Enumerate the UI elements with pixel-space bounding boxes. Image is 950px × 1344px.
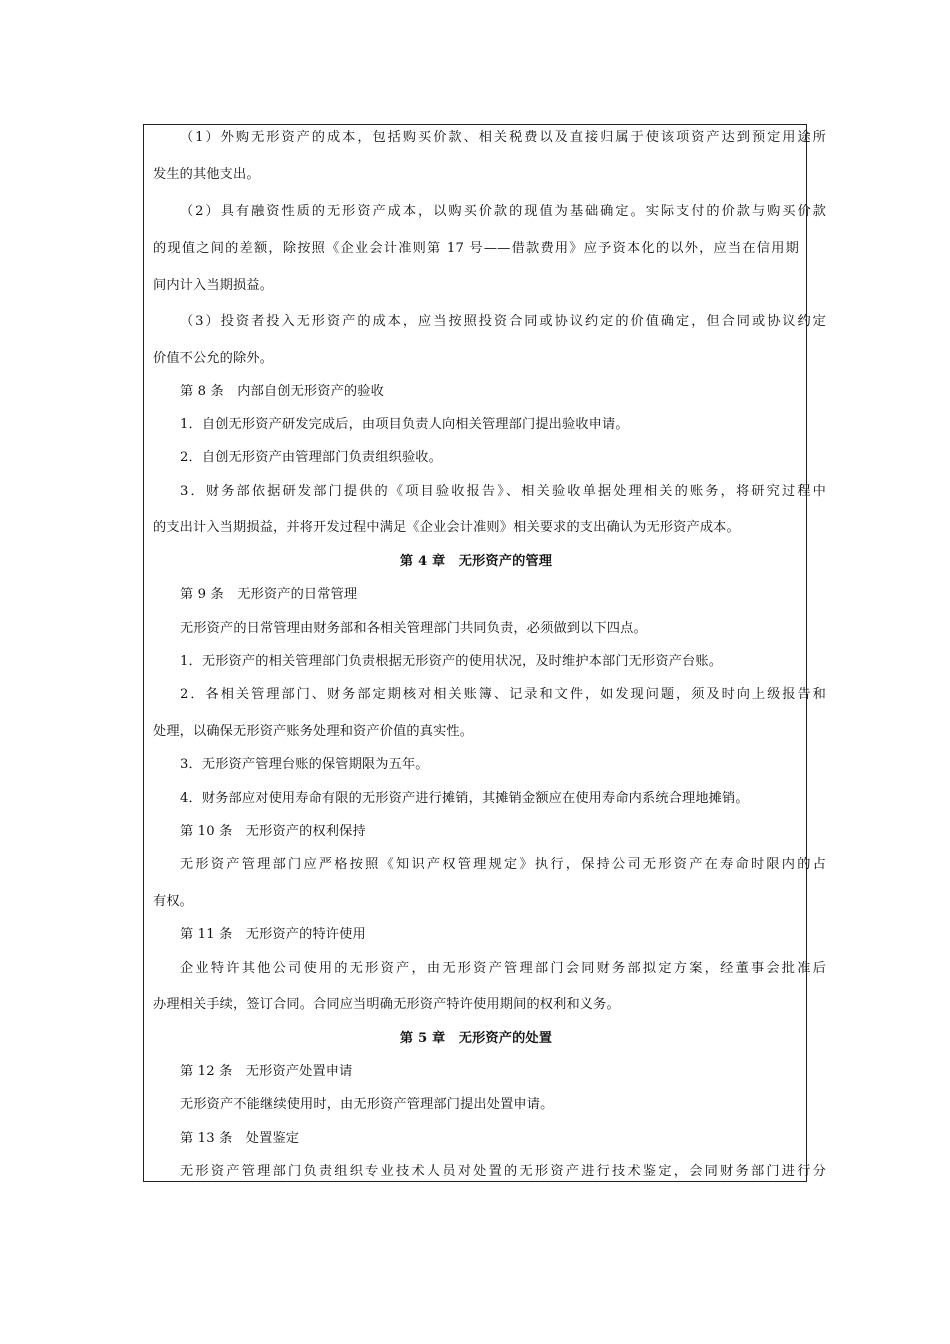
paragraph-line: 无形资产的日常管理由财务部和各相关管理部门共同负责，必须做到以下四点。 — [180, 621, 647, 636]
paragraph-line: （3）投资者投入无形资产的成本，应当按照投资合同或协议约定的价值确定，但合同或协议约定 — [180, 314, 826, 329]
article-heading: 第 8 条 内部自创无形资产的验收 — [180, 384, 384, 399]
chapter-heading: 第 4 章 无形资产的管理 — [399, 554, 553, 569]
paragraph-line: 无形资产管理部门应严格按照《知识产权管理规定》执行，保持公司无形资产在寿命时限内的占 — [180, 857, 826, 872]
article-heading: 第 11 条 无形资产的特许使用 — [180, 927, 366, 942]
article-heading: 第 10 条 无形资产的权利保持 — [180, 824, 366, 839]
paragraph-line: 办理相关手续，签订合同。合同应当明确无形资产特许使用期间的权利和义务。 — [153, 997, 620, 1012]
paragraph-line: 无形资产管理部门负责组织专业技术人员对处置的无形资产进行技术鉴定，会同财务部门进行分 — [180, 1164, 826, 1179]
paragraph-line: 价值不公允的除外。 — [153, 351, 274, 366]
paragraph-line: 3．财务部依据研发部门提供的《项目验收报告》、相关验收单据处理相关的账务，将研究过程中 — [180, 484, 826, 499]
paragraph-line: 4．财务部应对使用寿命有限的无形资产进行摊销，其摊销金额应在使用寿命内系统合理地摊销。 — [180, 791, 749, 806]
paragraph-line: 处理，以确保无形资产账务处理和资产价值的真实性。 — [153, 724, 474, 739]
article-heading: 第 9 条 无形资产的日常管理 — [180, 587, 358, 602]
paragraph-line: 1．自创无形资产研发完成后，由项目负责人向相关管理部门提出验收申请。 — [180, 417, 629, 432]
paragraph-line: 的现值之间的差额，除按照《企业会计准则第 17 号——借款费用》应予资本化的以外，应当在信用期 — [153, 241, 799, 256]
paragraph-line: 企业特许其他公司使用的无形资产，由无形资产管理部门会同财务部拟定方案，经董事会批准后 — [180, 961, 826, 976]
paragraph-line: 间内计入当期损益。 — [153, 278, 274, 293]
paragraph-line: 有权。 — [153, 894, 194, 909]
paragraph-line: 无形资产不能继续使用时，由无形资产管理部门提出处置申请。 — [180, 1097, 554, 1112]
chapter-heading: 第 5 章 无形资产的处置 — [399, 1031, 553, 1046]
paragraph-line: （2）具有融资性质的无形资产成本，以购买价款的现值为基础确定。实际支付的价款与购买价款 — [180, 204, 826, 219]
paragraph-line: 发生的其他支出。 — [153, 167, 260, 182]
paragraph-line: 2．自创无形资产由管理部门负责组织验收。 — [180, 450, 442, 465]
paragraph-line: 1．无形资产的相关管理部门负责根据无形资产的使用状况，及时维护本部门无形资产台账。 — [180, 654, 723, 669]
document-table-cell — [143, 124, 826, 1182]
article-heading: 第 13 条 处置鉴定 — [180, 1131, 300, 1146]
paragraph-line: （1）外购无形资产的成本，包括购买价款、相关税费以及直接归属于使该项资产达到预定用途所 — [180, 130, 826, 145]
paragraph-line: 3．无形资产管理台账的保管期限为五年。 — [180, 757, 429, 772]
paragraph-line: 2．各相关管理部门、财务部定期核对相关账簿、记录和文件，如发现问题，须及时向上级报告和 — [180, 687, 826, 702]
article-heading: 第 12 条 无形资产处置申请 — [180, 1064, 353, 1079]
paragraph-line: 的支出计入当期损益，并将开发过程中满足《企业会计准则》相关要求的支出确认为无形资产成本。 — [153, 520, 740, 535]
